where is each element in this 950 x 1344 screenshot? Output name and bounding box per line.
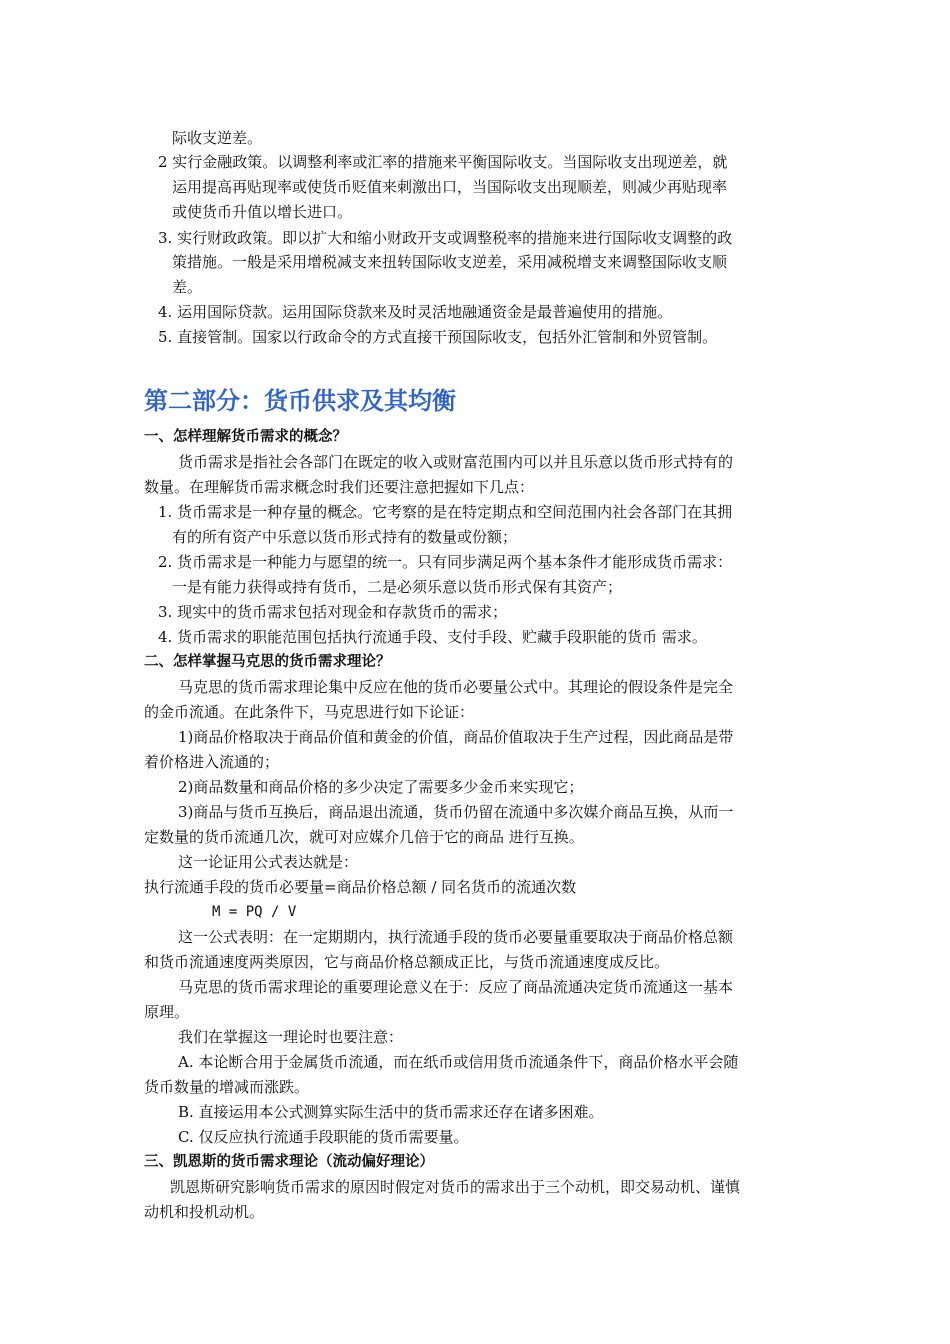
- q2-formula: M = PQ / V: [212, 904, 297, 920]
- q2-note-intro: 我们在掌握这一理论时也要注意：: [178, 1028, 404, 1046]
- q2-paragraph: 马克思的货币需求理论集中反应在他的货币必要量公式中。其理论的假设条件是完全: [178, 678, 734, 696]
- q2-formula-intro: 这一论证用公式表达就是：: [178, 853, 359, 871]
- q2-note-a-line2: 货币数量的增减而涨跌。: [144, 1078, 310, 1096]
- question-1-heading: 一、怎样理解货币需求的概念？: [144, 429, 347, 445]
- q2-significance: 马克思的货币需求理论的重要理论意义在于：反应了商品流通决定货币流通这一基本: [178, 978, 734, 996]
- list-item-3-line3: 差。: [172, 278, 203, 296]
- q1-point-1: 1. 货币需求是一种存量的概念。它考察的是在特定期点和空间范围内社会各部门在其拥: [158, 503, 733, 521]
- q2-claim-1-line2: 着价格进入流通的；: [144, 753, 280, 771]
- question-2-heading: 二、怎样掌握马克思的货币需求理论？: [144, 654, 391, 670]
- q1-point-2: 2. 货币需求是一种能力与愿望的统一。只有同步满足两个基本条件才能形成货币需求：: [158, 553, 733, 571]
- list-item-2-line3: 或使货币升值以增长进口。: [172, 203, 353, 221]
- list-item-3-line2: 策措施。一般是采用增税减支来扭转国际收支逆差，采用减税增支来调整国际收支顺: [172, 253, 728, 271]
- q2-paragraph-line2: 的金币流通。在此条件下，马克思进行如下论证：: [144, 703, 475, 721]
- list-item-4: 4. 运用国际贷款。运用国际贷款来及时灵活地融通资金是最普遍使用的措施。: [158, 303, 673, 321]
- q2-claim-3-line2: 定数量的货币流通几次，就可对应媒介几倍于它的商品 进行互换。: [144, 828, 584, 846]
- q3-paragraph: 凯恩斯研究影响货币需求的原因时假定对货币的需求出于三个动机，即交易动机、谨慎: [170, 1178, 741, 1196]
- q2-note-a: A. 本论断合用于金属货币流通，而在纸币或信用货币流通条件下，商品价格水平会随: [178, 1053, 739, 1071]
- list-item-2-line2: 运用提高再贴现率或使货币贬值来刺激出口，当国际收支出现顺差，则减少再贴现率: [172, 178, 728, 196]
- list-item-2: 2 实行金融政策。以调整利率或汇率的措施来平衡国际收支。当国际收支出现逆差，就: [158, 153, 728, 171]
- q2-formula-text: 执行流通手段的货币必要量=商品价格总额 / 同名货币的流通次数: [144, 878, 577, 896]
- q2-claim-2: 2)商品数量和商品价格的多少决定了需要多少金币来实现它；: [178, 778, 584, 796]
- q2-significance-line2: 原理。: [144, 1003, 190, 1021]
- q1-point-1-line2: 有的所有资产中乐意以货币形式持有的数量或份额；: [172, 528, 518, 546]
- q2-explanation-line2: 和货币流通速度两类原因，它与商品价格总额成正比，与货币流通速度成反比。: [144, 953, 670, 971]
- q1-point-3: 3. 现实中的货币需求包括对现金和存款货币的需求；: [158, 603, 508, 621]
- list-item-5: 5. 直接管制。国家以行政命令的方式直接干预国际收支，包括外汇管制和外贸管制。: [158, 328, 718, 346]
- q1-paragraph-line2: 数量。在理解货币需求概念时我们还要注意把握如下几点：: [144, 478, 535, 496]
- question-3-heading: 三、凯恩斯的货币需求理论（流动偏好理论）: [144, 1154, 434, 1170]
- q1-paragraph: 货币需求是指社会各部门在既定的收入或财富范围内可以并且乐意以货币形式持有的: [178, 453, 734, 471]
- list-item-1-continuation: 际收支逆差。: [172, 129, 263, 147]
- q2-explanation: 这一公式表明：在一定期期内，执行流通手段的货币必要量重要取决于商品价格总额: [178, 928, 734, 946]
- q2-note-c: C. 仅反应执行流通手段职能的货币需要量。: [178, 1128, 469, 1146]
- q2-claim-1: 1)商品价格取决于商品价值和黄金的价值，商品价值取决于生产过程，因此商品是带: [178, 728, 734, 746]
- q3-paragraph-line2: 动机和投机动机。: [144, 1203, 265, 1221]
- list-item-3: 3. 实行财政政策。即以扩大和缩小财政开支或调整税率的措施来进行国际收支调整的政: [158, 229, 733, 247]
- q1-point-2-line2: 一是有能力获得或持有货币，二是必须乐意以货币形式保有其资产；: [172, 578, 623, 596]
- q2-claim-3: 3)商品与货币互换后，商品退出流通，货币仍留在流通中多次媒介商品互换，从而一: [178, 803, 734, 821]
- section-title: 第二部分：货币供求及其均衡: [144, 387, 456, 415]
- q2-note-b: B. 直接运用本公式测算实际生活中的货币需求还存在诸多困难。: [178, 1103, 604, 1121]
- q1-point-4: 4. 货币需求的职能范围包括执行流通手段、支付手段、贮藏手段职能的货币 需求。: [158, 628, 707, 646]
